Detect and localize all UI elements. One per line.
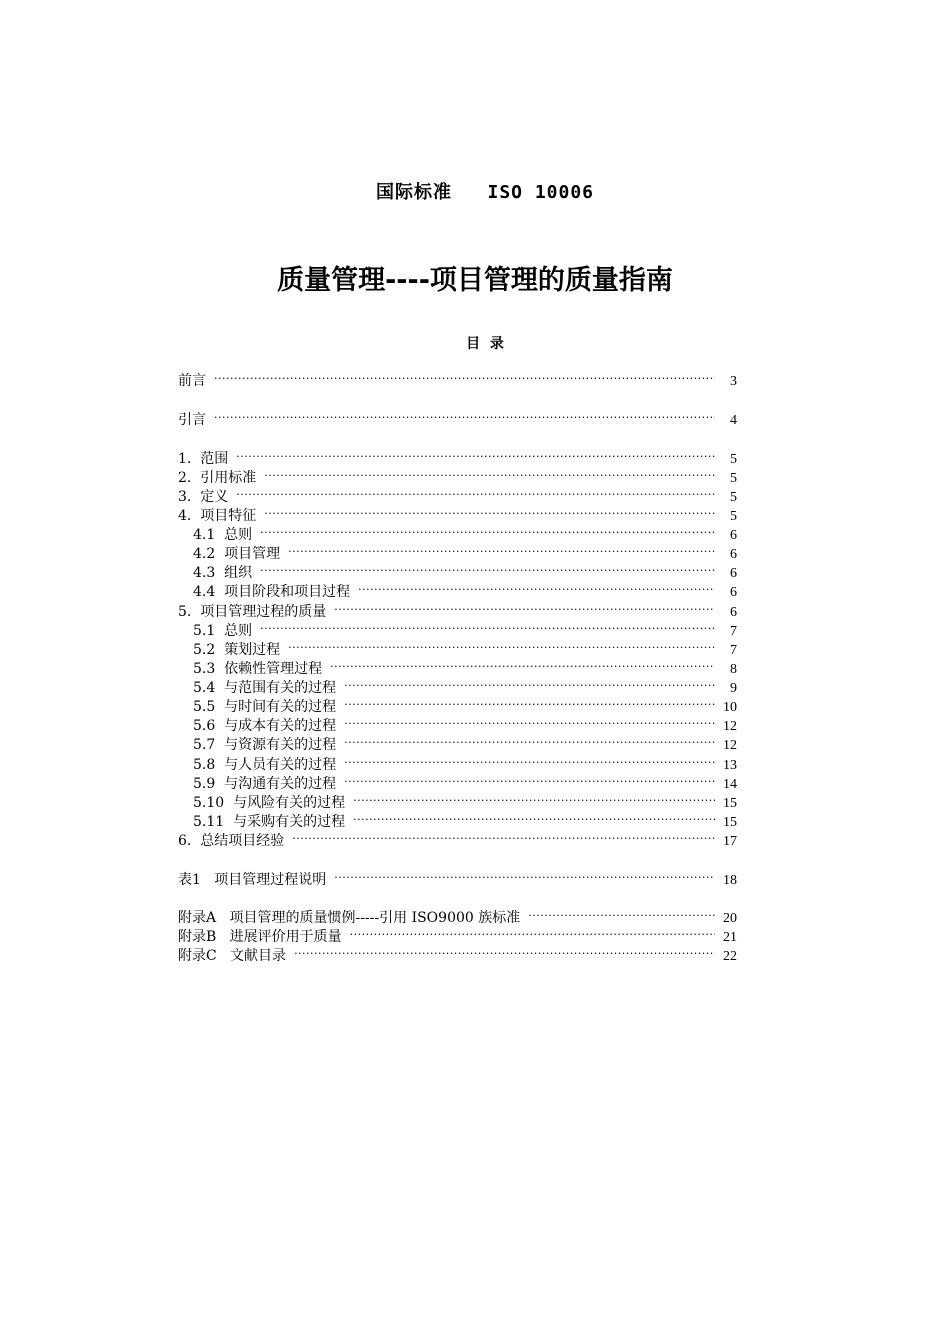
toc-entry-label: 4.2 项目管理 <box>193 546 281 562</box>
toc-leader-dots <box>334 868 715 888</box>
toc-entry-page: 6 <box>730 528 737 543</box>
toc-heading: 目 录 <box>466 336 504 352</box>
toc-entry[interactable] <box>193 735 737 755</box>
toc-entry-page: 10 <box>723 700 737 715</box>
toc-entry-label: 引言 <box>178 412 206 428</box>
toc-leader-dots <box>344 676 715 696</box>
toc-entry-label: 5.1 总则 <box>193 623 253 639</box>
toc-entry-label: 5.5 与时间有关的过程 <box>193 699 337 715</box>
toc-entry-label: 5.3 依赖性管理过程 <box>193 661 323 677</box>
toc-entry-label: 6. 总结项目经验 <box>178 833 285 849</box>
toc-entry-page: 15 <box>723 796 737 811</box>
toc-leader-dots <box>260 561 715 581</box>
toc-entry-page: 14 <box>723 777 737 792</box>
toc-leader-dots <box>260 523 715 543</box>
toc-entry-label: 2. 引用标准 <box>178 470 257 486</box>
toc-entry-page: 5 <box>730 471 737 486</box>
toc-leader-dots <box>334 600 715 620</box>
toc-entry[interactable] <box>178 946 737 966</box>
toc-entry-label: 5.7 与资源有关的过程 <box>193 737 337 753</box>
toc-entry-label: 5.8 与人员有关的过程 <box>193 757 337 773</box>
toc-entry-label: 前言 <box>178 373 206 389</box>
toc-entry-page: 18 <box>723 873 737 888</box>
toc-entry-label: 4.4 项目阶段和项目过程 <box>193 584 351 600</box>
toc-entry-page: 6 <box>730 585 737 600</box>
toc-entry[interactable] <box>178 831 737 851</box>
toc-entry[interactable] <box>178 870 737 890</box>
toc-leader-dots <box>288 638 715 658</box>
toc-entry-label: 5.9 与沟通有关的过程 <box>193 776 337 792</box>
toc-leader-dots <box>528 906 715 926</box>
toc-entry-page: 13 <box>723 758 737 773</box>
toc-leader-dots <box>350 925 715 945</box>
toc-leader-dots <box>288 542 715 562</box>
toc-entry-page: 5 <box>730 490 737 505</box>
toc-entry[interactable] <box>178 410 737 430</box>
toc-entry-page: 12 <box>723 719 737 734</box>
toc-leader-dots <box>330 657 715 677</box>
toc-entry-label: 3. 定义 <box>178 489 229 505</box>
toc-entry-page: 20 <box>723 911 737 926</box>
toc-leader-dots <box>214 408 715 428</box>
toc-entry-page: 17 <box>723 834 737 849</box>
toc-leader-dots <box>353 791 715 811</box>
toc-leader-dots <box>292 829 715 849</box>
toc-entry-page: 21 <box>723 930 737 945</box>
toc-entry-page: 7 <box>730 643 737 658</box>
toc-leader-dots <box>344 733 715 753</box>
toc-entry-label: 4. 项目特征 <box>178 508 257 524</box>
toc-entry-label: 5.6 与成本有关的过程 <box>193 718 337 734</box>
toc-entry-label: 1. 范围 <box>178 451 229 467</box>
toc-entry-page: 6 <box>730 566 737 581</box>
toc-entry-page: 5 <box>730 452 737 467</box>
toc-entry-label: 附录C 文献目录 <box>178 948 287 964</box>
toc-entry-page: 22 <box>723 949 737 964</box>
toc-leader-dots <box>260 619 715 639</box>
toc-leader-dots <box>344 695 715 715</box>
toc-entry-label: 5.10 与风险有关的过程 <box>193 795 346 811</box>
toc-entry-label: 5.4 与范围有关的过程 <box>193 680 337 696</box>
toc-leader-dots <box>236 485 715 505</box>
toc-entry-label: 5. 项目管理过程的质量 <box>178 604 327 620</box>
toc-leader-dots <box>344 714 715 734</box>
toc-leader-dots <box>344 772 715 792</box>
toc-leader-dots <box>294 944 715 964</box>
toc-entry-page: 5 <box>730 509 737 524</box>
toc-leader-dots <box>264 504 715 524</box>
toc-entry-label: 5.11 与采购有关的过程 <box>193 814 346 830</box>
toc-leader-dots <box>353 810 715 830</box>
toc-entry-label: 附录B 进展评价用于质量 <box>178 929 342 945</box>
toc-entry-page: 9 <box>730 681 737 696</box>
toc-entry-page: 6 <box>730 605 737 620</box>
toc-leader-dots <box>214 369 715 389</box>
toc-entry-label: 附录A 项目管理的质量惯例-----引用 ISO9000 族标准 <box>178 910 521 926</box>
toc-entry[interactable] <box>193 582 737 602</box>
toc-entry-page: 4 <box>730 413 737 428</box>
toc-entry-label: 表1 项目管理过程说明 <box>178 872 327 888</box>
toc-entry-page: 8 <box>730 662 737 677</box>
toc-entry-page: 3 <box>730 374 737 389</box>
toc-entry-page: 15 <box>723 815 737 830</box>
toc-entry-label: 5.2 策划过程 <box>193 642 281 658</box>
toc-entry-page: 7 <box>730 624 737 639</box>
toc-entry[interactable] <box>178 371 737 391</box>
toc-entry-page: 6 <box>730 547 737 562</box>
document-title: 质量管理----项目管理的质量指南 <box>277 265 673 296</box>
toc-entry-label: 4.3 组织 <box>193 565 253 581</box>
toc-leader-dots <box>236 447 715 467</box>
toc-leader-dots <box>264 466 715 486</box>
toc-leader-dots <box>344 753 715 773</box>
toc-entry-page: 12 <box>723 738 737 753</box>
toc-leader-dots <box>358 580 715 600</box>
toc-entry-label: 4.1 总则 <box>193 527 253 543</box>
standard-number: 国际标准 ISO 10006 <box>375 182 595 203</box>
